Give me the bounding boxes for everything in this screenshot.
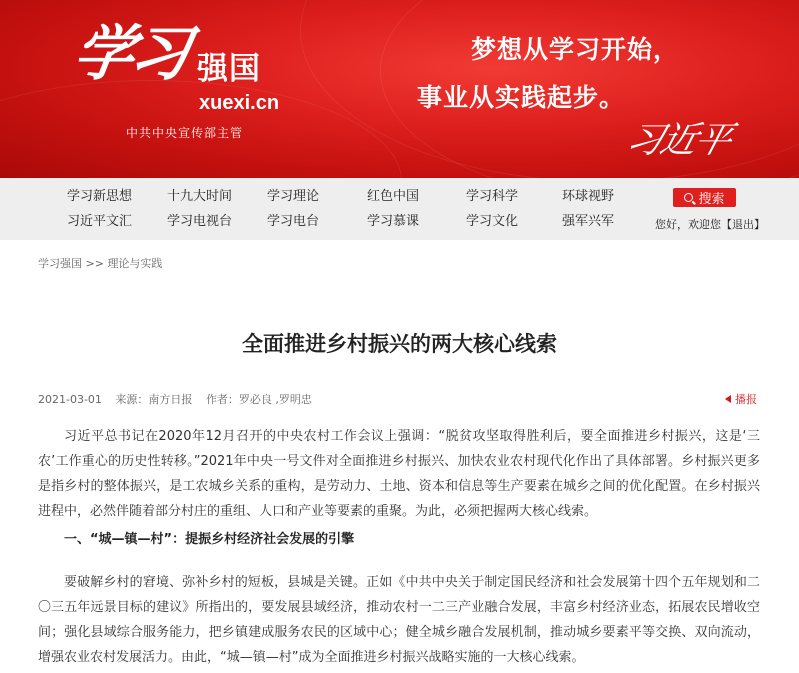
search-icon [684, 193, 693, 202]
article-author: 作者：罗必良 ,罗明忠 [205, 393, 312, 406]
nav-item[interactable]: 学习文化 [466, 214, 519, 229]
broadcast-label: 播报 [735, 393, 757, 406]
slogan-line-1: 梦想从学习开始， [471, 35, 680, 64]
nav-item[interactable]: 学习新思想 [67, 189, 133, 204]
logo-qiangguo[interactable]: 强国 [197, 51, 261, 87]
section-heading: 一、“城—镇—村”：提振乡村经济社会发展的引擎 [64, 532, 355, 547]
nav-item[interactable]: 学习科学 [466, 189, 519, 204]
broadcast-button[interactable] [725, 391, 757, 407]
nav-item[interactable]: 十九大时间 [167, 189, 233, 204]
article-title: 全面推进乡村振兴的两大核心线索 [242, 332, 557, 356]
main-nav [0, 178, 799, 240]
nav-item[interactable]: 学习电台 [267, 214, 320, 229]
nav-item[interactable]: 学习慕课 [367, 214, 420, 229]
article-meta [38, 391, 322, 407]
breadcrumb-home[interactable]: 学习强国 [38, 257, 82, 270]
header-banner [0, 0, 799, 178]
signature: 习近平 [621, 120, 735, 161]
slogan-line-2: 事业从实践起步。 [417, 83, 626, 112]
article-paragraph: 要破解乡村的窘境、弥补乡村的短板，县城是关键。正如《中共中央关于制定国民经济和社会发展第十四个五年规划和二〇三五年远景目标的建议》所指出的，要发展县域经济，推动农村一二三产业融合发展，丰富乡村经济业态，拓展农民增收空间；强化县域综合服务能力，把乡镇建成服务农民的区域中心；健全城乡融合发展机制，推动城乡要素平等交换、双向流动，增强农业农村发展活力。由此，“城—镇—村”成为全面推进乡村振兴战略实施的一大核心线索。 [38, 575, 760, 665]
nav-item[interactable]: 学习理论 [267, 189, 320, 204]
nav-item[interactable]: 环球视野 [562, 189, 615, 204]
nav-item[interactable]: 强军兴军 [562, 214, 615, 229]
nav-item[interactable]: 红色中国 [367, 189, 420, 204]
speaker-icon [725, 395, 731, 403]
logout-link[interactable]: 【退出】 [721, 218, 765, 231]
search-button-label: 搜索 [698, 192, 725, 207]
breadcrumb [38, 255, 162, 271]
welcome-text: 您好，欢迎您 [655, 218, 721, 231]
logo-xuexi[interactable]: 学习 [69, 19, 191, 89]
search-button[interactable] [673, 188, 736, 207]
article-date: 2021-03-01 [38, 393, 102, 406]
user-welcome [655, 216, 765, 232]
breadcrumb-separator: >> [82, 257, 108, 270]
nav-item[interactable]: 学习电视台 [167, 214, 233, 229]
logo-subtitle: 中共中央宣传部主管 [126, 126, 244, 140]
article-paragraph: 习近平总书记在2020年12月召开的中央农村工作会议上强调：“脱贫攻坚取得胜利后，要全面推进乡村振兴，这是‘三农’工作重心的历史性转移。”2021年中央一号文件对全面推进乡村振兴、加快农业农村现代化作出了具体部署。乡村振兴更多是指乡村的整体振兴，是工农城乡关系的重构，是劳动力、土地、资本和信息等生产要素在城乡之间的优化配置。在乡村振兴进程中，必然伴随着部分村庄的重组、人口和产业等要素的重聚。为此，必须把握两大核心线索。 [38, 429, 760, 519]
logo-url[interactable]: xuexi.cn [199, 92, 280, 114]
nav-item[interactable]: 习近平文汇 [67, 214, 133, 229]
article-source: 来源：南方日报 [115, 393, 193, 406]
breadcrumb-current[interactable]: 理论与实践 [107, 257, 163, 270]
